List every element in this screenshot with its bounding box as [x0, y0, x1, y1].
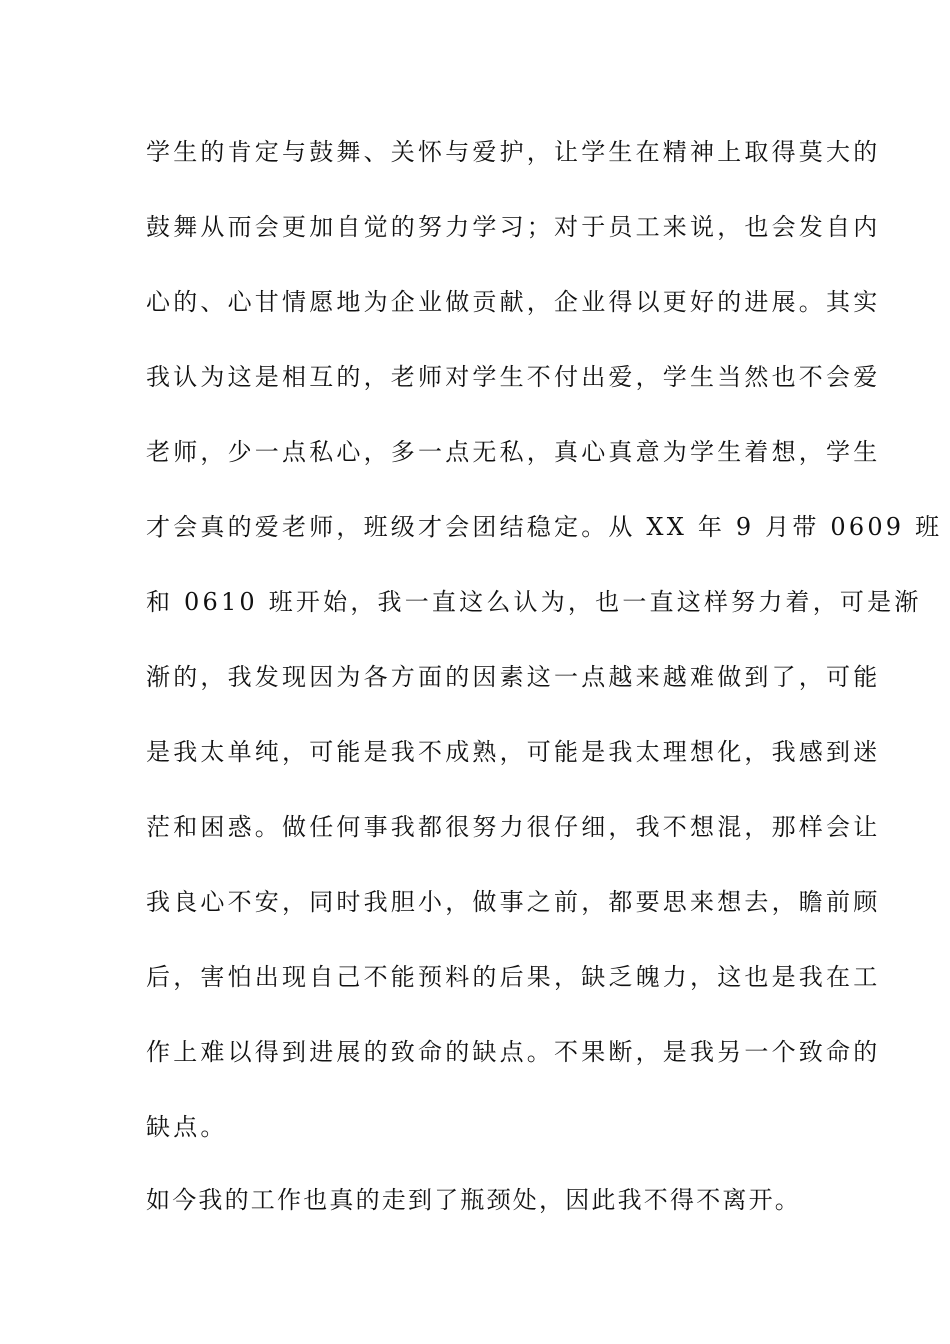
- paragraph-line: 作上难以得到进展的致命的缺点。不果断，是我另一个致命的: [146, 1038, 881, 1066]
- paragraph-line: 我认为这是相互的，老师对学生不付出爱，学生当然也不会爱: [146, 363, 881, 391]
- paragraph-line: 茫和困惑。做任何事我都很努力很仔细，我不想混，那样会让: [146, 813, 881, 841]
- paragraph-line: 渐的，我发现因为各方面的因素这一点越来越难做到了，可能: [146, 663, 881, 691]
- paragraph-line: 才会真的爱老师，班级才会团结稳定。从 XX 年 9 月带 0609 班: [146, 513, 943, 541]
- paragraph-line: 我良心不安，同时我胆小，做事之前，都要思来想去，瞻前顾: [146, 888, 881, 916]
- paragraph-line: 如今我的工作也真的走到了瓶颈处，因此我不得不离开。: [146, 1186, 801, 1214]
- paragraph-line: 老师，少一点私心，多一点无私，真心真意为学生着想，学生: [146, 438, 881, 466]
- paragraph-line: 心的、心甘情愿地为企业做贡献，企业得以更好的进展。其实: [146, 288, 881, 316]
- paragraph-line: 后，害怕出现自己不能预料的后果，缺乏魄力，这也是我在工: [146, 963, 881, 991]
- paragraph-line: 学生的肯定与鼓舞、关怀与爱护，让学生在精神上取得莫大的: [146, 138, 881, 166]
- paragraph-line: 缺点。: [146, 1113, 228, 1141]
- paragraph-line: 是我太单纯，可能是我不成熟，可能是我太理想化，我感到迷: [146, 738, 881, 766]
- paragraph-line: 和 0610 班开始，我一直这么认为，也一直这样努力着，可是渐: [146, 588, 922, 616]
- paragraph-line: 鼓舞从而会更加自觉的努力学习；对于员工来说，也会发自内: [146, 213, 881, 241]
